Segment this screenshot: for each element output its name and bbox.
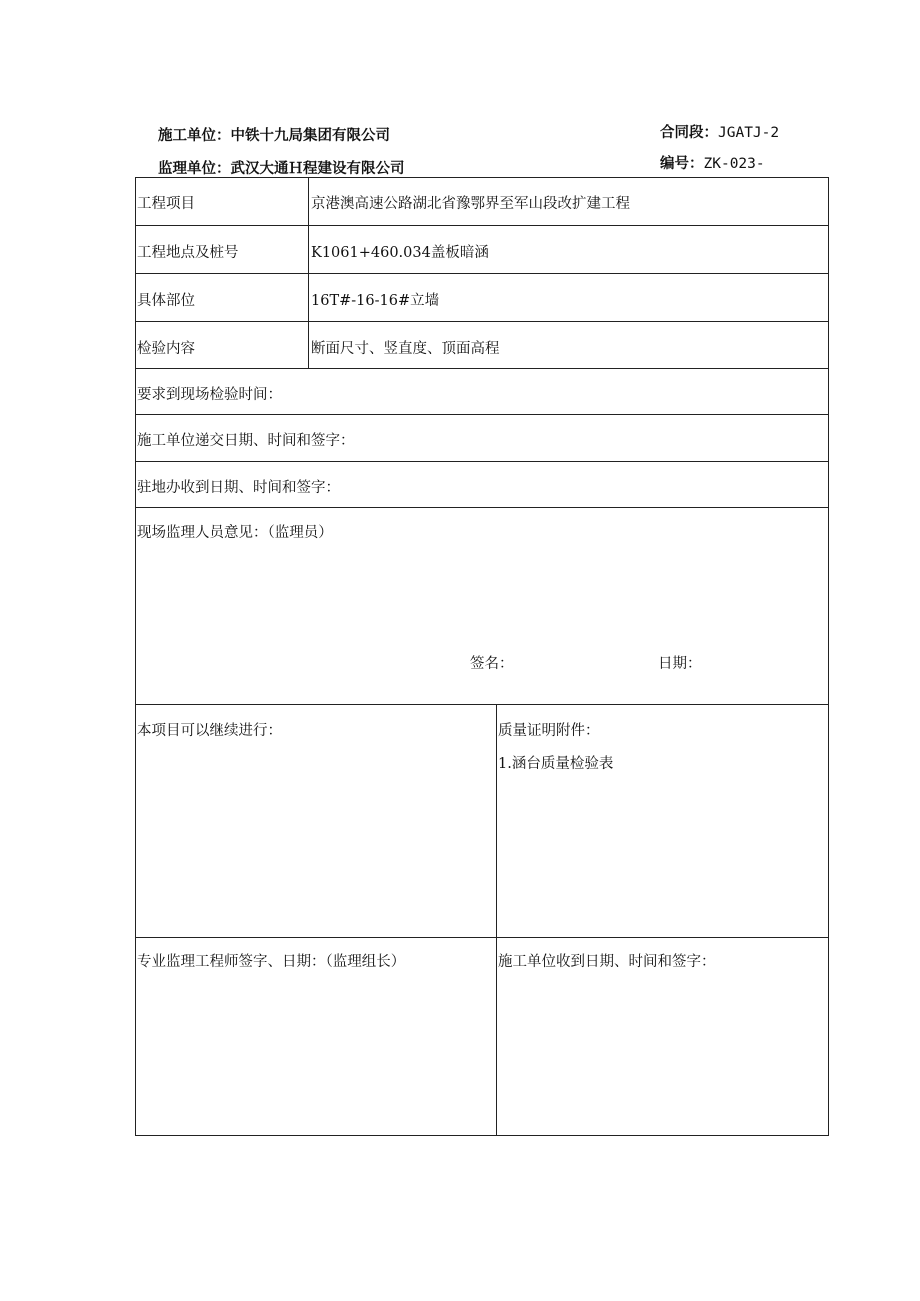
- content-value: 断面尺寸、竖直度、顶面高程: [311, 341, 500, 357]
- row-divider: [135, 321, 829, 322]
- attachment-item: 1.涵台质量检验表: [498, 756, 614, 772]
- row-divider: [135, 937, 829, 938]
- row-divider: [135, 414, 829, 415]
- contract-section: [660, 121, 779, 142]
- received-info-label: 驻地办收到日期、时间和签字：: [137, 480, 340, 496]
- bottom-column-divider: [496, 704, 497, 1136]
- inspection-form: [135, 177, 829, 1136]
- submit-info-label: 施工单位递交日期、时间和签字：: [137, 433, 355, 449]
- document-number: [660, 152, 765, 173]
- part-value: 16T#-16-16#立墙: [311, 293, 440, 309]
- construction-unit-label: 施工单位：: [158, 128, 231, 144]
- row-divider: [135, 225, 829, 226]
- project-value: 京港澳高速公路湖北省豫鄂界至军山段改扩建工程: [311, 196, 630, 212]
- form-border-bottom: [135, 1135, 829, 1136]
- number-value: ZK-023-: [703, 156, 765, 172]
- supervision-unit-value: 武汉大通Ｈ程建设有限公司: [230, 161, 405, 177]
- project-label: 工程项目: [137, 196, 195, 212]
- construction-unit: [158, 124, 390, 145]
- row-divider: [135, 273, 829, 274]
- unit-received-label: 施工单位收到日期、时间和签字：: [498, 954, 716, 970]
- supervisor-opinion-label: 现场监理人员意见：（监理员）: [137, 525, 333, 541]
- continue-label: 本项目可以继续进行：: [137, 723, 282, 739]
- number-label: 编号：: [660, 156, 704, 172]
- row-divider: [135, 704, 829, 705]
- row-divider: [135, 507, 829, 508]
- date-label: 日期：: [658, 656, 702, 672]
- signature-label: 签名：: [470, 656, 514, 672]
- engineer-signature-label: 专业监理工程师签字、日期：（监理组长）: [137, 954, 406, 970]
- row-divider: [135, 368, 829, 369]
- supervision-unit: [158, 157, 405, 178]
- contract-value: JGATJ-2: [718, 125, 780, 141]
- construction-unit-value: 中铁十九局集团有限公司: [230, 128, 390, 144]
- location-value: K1061+460.034盖板暗涵: [311, 245, 489, 261]
- part-label: 具体部位: [137, 293, 195, 309]
- label-column-divider: [308, 177, 309, 368]
- row-divider: [135, 461, 829, 462]
- location-label: 工程地点及桩号: [137, 245, 239, 261]
- required-time-label: 要求到现场检验时间：: [137, 387, 282, 403]
- form-border-top: [135, 177, 829, 178]
- contract-label: 合同段：: [660, 125, 718, 141]
- content-label: 检验内容: [137, 341, 195, 357]
- supervision-unit-label: 监理单位：: [158, 161, 231, 177]
- attachments-label: 质量证明附件：: [498, 723, 600, 739]
